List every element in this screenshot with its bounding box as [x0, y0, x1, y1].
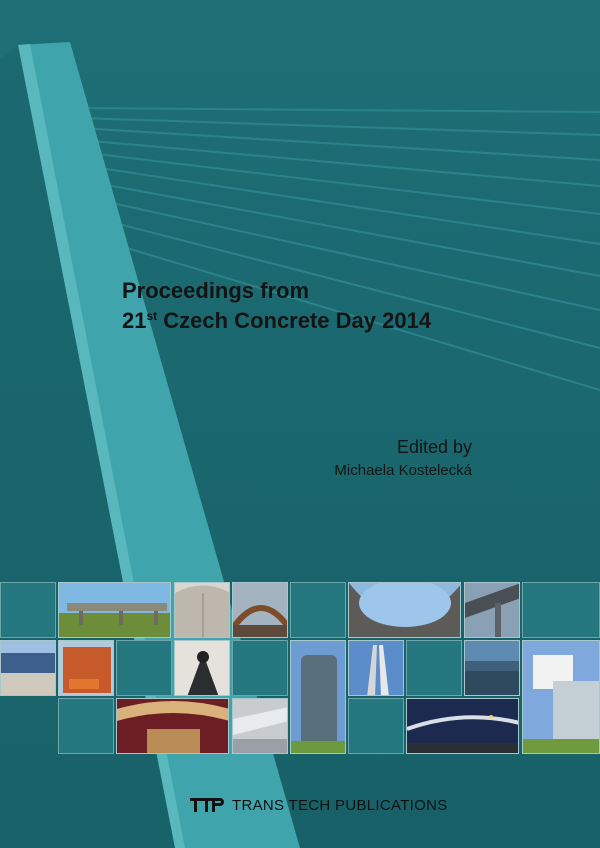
photo-bridge-meadow: [58, 582, 171, 638]
photo-concrete-ramp: [232, 698, 288, 754]
photo-twin-pylons: [348, 640, 404, 696]
edited-by-label: Edited by: [396, 437, 472, 457]
publisher-mark: [190, 795, 448, 815]
photo-white-hall: [174, 582, 230, 638]
title-line-1: Proceedings from: [122, 278, 310, 303]
photo-paved-plaza: [0, 640, 56, 696]
title-line-2-rest: Czech Concrete Day 2014: [157, 308, 432, 333]
grid-tile: [522, 582, 600, 638]
photo-night-footbridge: [406, 698, 519, 754]
publisher-name: TRANS TECH PUBLICATIONS: [232, 796, 448, 814]
photo-arch-bridge: [232, 582, 288, 638]
photo-round-tower: [290, 640, 346, 754]
ttp-logo-icon: [190, 797, 224, 813]
grid-tile: [232, 640, 288, 696]
photo-bridge-underside: [464, 582, 520, 638]
book-title: [122, 276, 431, 336]
photo-circular-shaft: [348, 582, 461, 638]
photo-orange-building: [58, 640, 114, 696]
title-ordinal-number: 21: [122, 308, 147, 333]
title-ordinal-suffix: st: [146, 309, 158, 323]
grid-tile: [290, 582, 346, 638]
photo-metro-tunnel: [174, 640, 230, 696]
photo-bridge-reflection: [464, 640, 520, 696]
grid-tile: [406, 640, 462, 696]
grid-tile: [58, 698, 114, 754]
grid-tile: [348, 698, 404, 754]
grid-tile: [116, 640, 172, 696]
editor-name: Michaela Kostelecká: [334, 462, 472, 479]
photo-theatre-hall: [116, 698, 229, 754]
title-line-2: [122, 306, 431, 336]
photo-white-building: [522, 640, 600, 754]
photo-grid: [0, 582, 600, 758]
grid-tile: [0, 582, 56, 638]
